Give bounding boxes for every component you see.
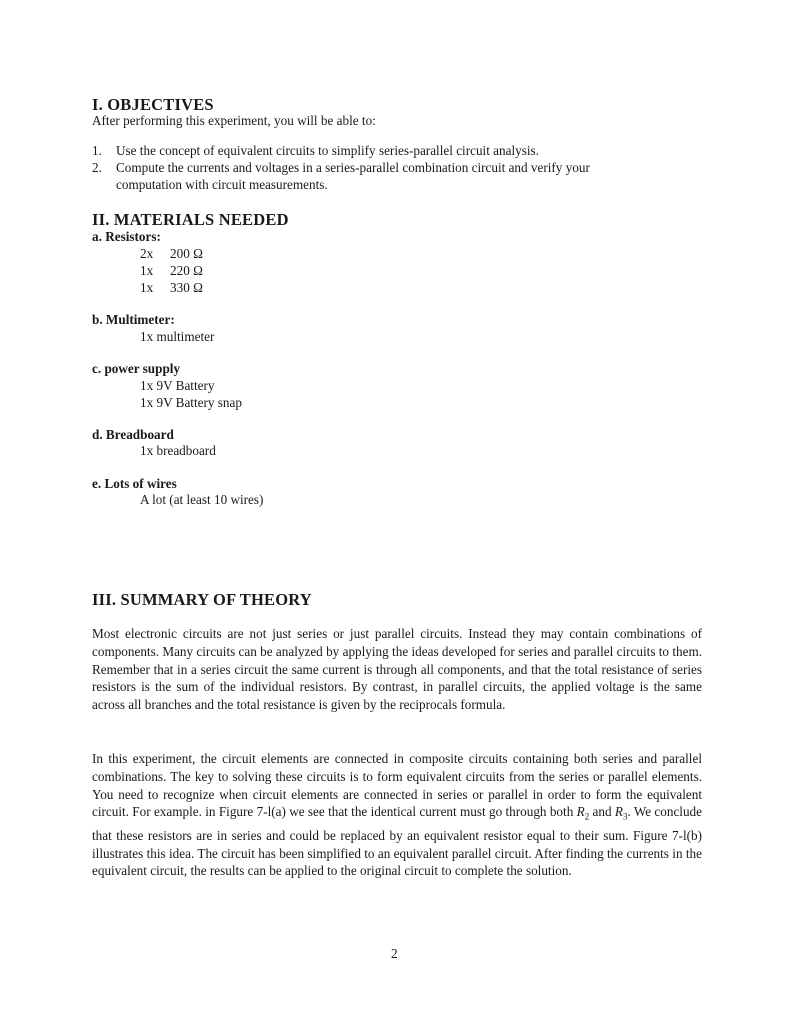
objectives-heading: I. OBJECTIVES: [92, 95, 214, 114]
theory-paragraph-1: Most electronic circuits are not just series or just parallel circuits. Instead they may contain combinations of components. Many circuits can be analyzed by applying the ideas developed for series and parallel circuits to them. Remember that in a series circuit the same current is through all components, and that the total resistance of series resistors is the sum of the individual resistors. By contrast, in parallel circuits, the applied voltage is the same across all branches and the total resistance is given by the reciprocals formula.: [92, 626, 702, 713]
resistor-value: 200 Ω: [170, 246, 203, 261]
multimeter-label: b. Multimeter:: [92, 312, 175, 327]
objective-item-1: [92, 143, 539, 159]
resistor-item: [140, 263, 203, 279]
resistor-subscript-3: 3: [622, 812, 628, 823]
objective-text: Compute the currents and voltages in a series-parallel combination circuit and verify your: [116, 160, 590, 175]
paragraph-text: In this experiment, the circuit elements are connected in composite circuits containing both series and parallel combinations. The key to solving these circuits is to form equivalent circuits from the series or parallel elements. You need to recognize when circuit elements are connected in series or parallel in order to form the equivalent circuit. For example. in Figure 7-l(a) we see that the identical current must go through both: [92, 751, 702, 820]
wires-label: e. Lots of wires: [92, 476, 177, 491]
resistors-label: a. Resistors:: [92, 229, 161, 244]
materials-heading: II. MATERIALS NEEDED: [92, 210, 289, 229]
resistor-qty: 1x: [140, 280, 154, 295]
resistor-item: [140, 280, 203, 296]
resistor-symbol-r3: R: [614, 804, 623, 820]
power-supply-item: 1x 9V Battery: [140, 378, 215, 393]
power-supply-item: 1x 9V Battery snap: [140, 395, 242, 410]
objective-text: Use the concept of equivalent circuits to simplify series-parallel circuit analysis.: [116, 143, 539, 158]
theory-heading: III. SUMMARY OF THEORY: [92, 590, 312, 609]
wires-item: A lot (at least 10 wires): [140, 492, 264, 507]
power-supply-label: c. power supply: [92, 361, 181, 376]
breadboard-label: d. Breadboard: [92, 427, 174, 442]
objective-item-2-continued: computation with circuit measurements.: [116, 177, 328, 192]
objective-number: 1.: [92, 143, 102, 158]
breadboard-item: 1x breadboard: [140, 443, 216, 458]
resistor-value: 330 Ω: [170, 280, 203, 295]
resistor-qty: 1x: [140, 263, 154, 278]
resistor-qty: 2x: [140, 246, 154, 261]
resistor-subscript-2: 2: [584, 812, 590, 823]
objective-number: 2.: [92, 160, 102, 175]
objectives-intro: After performing this experiment, you will be able to:: [92, 113, 376, 128]
multimeter-item: 1x multimeter: [140, 329, 215, 344]
paragraph-text: and: [589, 804, 615, 820]
paragraph-text: . We conclude that these resistors are in series and could be replaced by an equivalent resistor equal to their sum. Figure 7-l(b) illustrates this idea. The circuit has been simplified to an equivalent parallel circuit. After finding the currents in the equivalent circuit, the results can be applied to the original circuit to complete the solution.: [92, 804, 703, 879]
page-number: 2: [391, 946, 398, 961]
resistor-symbol-r2: R: [576, 804, 585, 820]
resistor-item: [140, 246, 203, 262]
objective-item-2: [92, 160, 590, 176]
theory-paragraph-2: [92, 750, 702, 880]
resistor-value: 220 Ω: [170, 263, 203, 278]
